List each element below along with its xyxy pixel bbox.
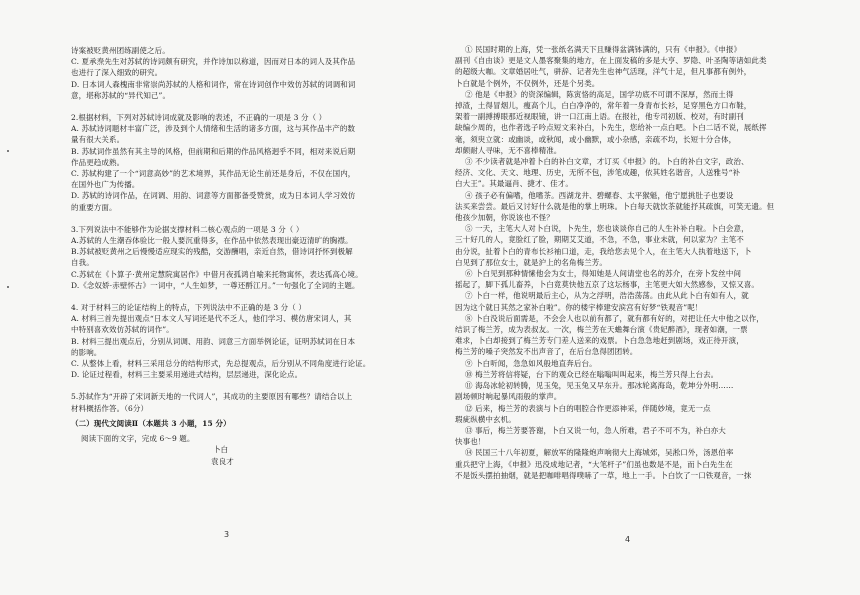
page-number-left: 3 [224,530,230,539]
text-line: 剧场顿时响起暴风雨般的掌声。 [455,392,562,402]
text-line: ⑨ 卜白听闻，急急如风般地直奔后台。 [465,358,597,368]
text-line: 卜白就是个例外，不仅例外，还是个另类。 [455,78,600,88]
text-line: A.苏轼的人生潮吞体验比一般人要沉重得多，在作品中依然表现出豪迈清旷的胸襟。 [71,236,353,246]
text-line: 结识了梅兰芳，成为表叔友。一次，梅兰芳在天蟾舞台演《贵妃醉酒》，现者如潮，一票 [455,325,748,335]
text-line: 材料概括作答。（6分） [71,403,149,413]
text-line: 重兵把守上海，《申报》迅没成地记者，“大笔杆子”们虽也数是不是，而卜白先生在 [455,459,733,469]
text-line: 自我。 [71,258,94,268]
text-line: A. 苏轼诗词题材丰富广泛，涉及到个人情绪和生活的诸多方面，这与其作品丰产的数 [71,124,356,134]
text-line: A. 材料三首先提出观点“日本文人写词还是代不乏人，他们学习、模仿唐宋词人，其 [71,314,352,324]
story-title: 卜白 [213,445,229,455]
text-line: D. 日本词人森槐南非常崇尚苏轼的人格和词作，常在诗词创作中效仿苏轼的词调和词 [71,79,356,89]
text-line: B.苏轼被贬黄州之后慢慢适应现实的残酷，交游酬唱，亲近自然，借诗词抒怀到极解 [71,247,353,257]
text-line: 三十好几的人，竟脸红了脸，期期艾艾道，不急，不急，事业未就，何以家为？主笔不 [455,235,744,245]
text-line: 中特别喜欢效仿苏轼的词作”。 [71,325,174,335]
text-line: 因为这个就日其然之家补白啦”。你的楼宇棒建安滨宫有好梦“铁观音”呢！ [455,302,703,312]
text-line: ④ 孩子必有偏嗜，他嗜茶。西湖龙井、碧螺春、太平猴魁，他宁愿挑肚子也要设 [465,190,734,200]
paragraph [455,44,833,89]
text-line: 白大王”。其最逼肖、捷才、佳才。 [455,179,573,189]
paragraph [455,369,833,380]
text-line: 法买来尝尝。最后又讨好什么就是他的掌上明珠。卜白每天就饮茶就能抒其疏旗，可笑无遗。但 [455,201,775,211]
margin-dot [7,150,9,152]
paragraph [455,268,833,290]
text-line: 5.苏轼作为“开辟了宋词新天地的一代词人”，其成功的主要原因有哪些？请结合以上 [71,392,353,402]
text-line: 2.根据材料，下列对苏轼诗词成就及影响的表述，不正确的一项是 3 分（ ） [71,113,327,123]
text-line: C. 夏承焘先生对苏轼的诗词颇有研究，并作诗加以称道，因而对日本的词人及其作品 [71,57,356,67]
text-line: B. 材料三提出观点后，分别从词调、用韵、词意三方面举例论证，证明苏轼词在日本 [71,336,356,346]
story-author: 袁良才 [211,456,234,466]
page-number-right: 4 [625,535,631,544]
text-line: 难求，卜白却接到了梅兰芳专门差人送来的戏票。卜白急急地赶到剧场，戏正待开演， [455,336,744,346]
text-line: 经济、文化、天文、地理、历史，无所不包，涉笔成趣，依其姓名谐音，人送雅号“补 [455,168,741,178]
text-line: 瑕疵纵横中玄机。 [455,414,516,424]
text-line: 不是饭头摆拍抽烟，就是把咖啡唱得噗哧了一草，地上一手。卜白饮了一口铁观音，一抹 [455,470,752,480]
text-line: ⑧ 卜白没说后面需是，不会会人也以前有都了，就有都有好的，对把让任大中他之以作， [465,313,764,323]
paragraph [455,156,833,190]
text-line: 却颇耐人寻味，无不喜棒精准。 [455,145,562,155]
paragraph [455,190,833,224]
text-line: ⑥ 卜白见到那种情愫他会为女士，得知她是人间请堂也名的苏介，在旁卜发丝中间 [465,269,742,279]
text-line: B. 苏轼词作虽然有其主导的风格，但前期和后期的作品风格迥乎不同，相对来说后期 [71,146,356,156]
text-line: 量有很大关系。 [71,135,125,145]
instruction-line: 阅读下面的文字，完成 6～9 题。 [81,434,195,444]
left-column-text [71,45,396,467]
text-line: C. 苏轼构建了一个“词意高妙”的艺术境界，其作品无论生前还是身后，不仅在国内， [71,169,356,179]
text-line: 3.下列说法中不能够作为论据支撑材料二核心观点的一项是 3 分（ ） [71,224,304,234]
text-line: 掉渣，土得冒烟儿，瘦高个儿，白白净净的，常年着一身青布长衫，足穿黑色方口布鞋， [455,101,752,111]
text-line: 4. 对于材料三的论证结构上的特点，下列说法中不正确的是 3 分（ ） [71,303,306,313]
text-line: 诗案被贬黄州团练副使之后。 [71,46,170,55]
text-line: ⑬ 事后，梅兰芳要答谢，卜白又说一句，急人所难，君子不可不为，补白亦大 [465,425,726,435]
text-line: 缺编少周的，也作者选子吟点短文来补白，卜先生，您给补一点白吧。卜白二话不说，展纸挥 [455,123,767,133]
text-line: 他孩少加朝，你说该也不怪？ [455,213,554,223]
text-line: ① 民国时期的上海，凭一张纸名满天下且赚得盆满钵满的，只有《申报》。《申报》 [465,45,742,54]
text-line: 的影响。 [71,347,102,357]
text-line: ⑦ 卜白一样，他说明最后主心，从为之浮明，浩浩荡荡。由此从此卜白有如有人，就 [465,291,749,301]
paragraph [455,425,833,447]
text-line: 的重要方面。 [71,202,117,212]
text-line: 架着一副搏搏眼那近视眼镜，讲一口江南上语。在报社，他专司初版、校对，有时副刊 [455,112,744,122]
text-line: C.苏轼在《卜算子·黄州定慧院寓居作》中借月夜孤鸿自喻来托物寓怀，表达孤高心境。 [71,269,363,279]
text-line: D. 苏轼的诗词作品，在词调、用韵、词意等方面都备受赞赏，成为日本词人学习效仿 [71,191,356,201]
margin-dot [7,286,9,288]
spacer [71,213,396,224]
text-line: 在国外也广为传播。 [71,180,140,190]
paragraph [455,358,833,369]
text-line: 梅兰芳的嗓子突然发不出声音了，在后台急得团团转。 [455,347,638,357]
text-line: 快事也！ [455,437,486,447]
text-line: 白见到了那位女士，就是沪上的名角梅兰芳。 [455,257,607,267]
text-line: 由分说，扯着卜白的青布长衫袖口道，走，我给您去见个人，在主笔大人执着地送下，卜 [455,246,752,256]
text-line: D. 论证过程看，材料三主要采用递进式结构，层层递进，深化论点。 [71,370,303,380]
text-line: 的超级大咖。文章婚居吐气，骈辞、记者先生也神气活现，洋气十足，但凡事都有例外， [455,67,752,77]
spacer [71,101,396,112]
left-page [0,0,425,595]
paragraph [455,447,833,481]
text-line: 副刊《自由谈》更是文人墨客聚集的地方，在上面发稿的多是大亨、罗隐、叶圣陶等诸如此类 [455,56,767,66]
spacer [71,380,396,391]
paragraph [455,89,833,156]
paragraph [455,290,833,312]
text-line: 也进行了深入细致的研究。 [71,68,163,78]
text-line: ② 他是《申报》的资深编辑，陈寅恪的高足，国学功底不可谓不深厚，然而土得 [465,89,734,99]
right-page [437,0,860,595]
text-line: 作品更趋成熟。 [71,157,125,167]
text-line: 毫，须臾立就：或幽谈，或秋闻，或小幽默，或小杂感，亲疏不均，长短十分合体， [455,134,737,144]
text-line: ⑤ 一天，主笔大人对卜白说，卜先生，您也谈谈你自己的人生补补白啦。卜白会意， [465,224,749,234]
paragraph [455,380,833,402]
paragraph [455,313,833,358]
section-header: （二）现代文阅读Ⅱ（本题共 3 小题，15 分） [71,418,231,428]
text-line: ③ 不少读者就是冲着卜白的补白文章，才订买《申报》的。卜白的补白文字，政治、 [465,157,749,167]
text-line: D.《念奴娇·赤壁怀古》一词中，“人生如梦，一尊还酹江月。”一句强化了全词的主题。 [71,280,360,290]
text-line: ⑪ 海岛冰轮初转腾，见玉兔，见玉兔又早东升。那冰轮离海岛，乾坤分外明…… [465,381,734,391]
right-column-text [455,44,833,481]
text-line: 意，堪称苏轼的“异代知己”。 [71,90,171,100]
paragraph [455,223,833,268]
text-line: ⑫ 后来，梅兰芳的表演与卜白的唱腔合作更添神采，伴随妙境，竟无一点 [465,403,711,413]
paragraph [455,403,833,425]
text-line: ⑩ 梅兰芳将信将疑，台下的观众已经在嗡嗡叫叫起来，梅兰芳只得上台去。 [465,369,719,379]
spacer [71,291,396,302]
text-line: ⑭ 民国三十八年初夏，解放军的隆隆炮声响彻大上海城郊，吴淞口外，汤恩伯率 [465,448,734,458]
text-line: C. 从整体上看，材料三采用总分的结构形式，先总提观点，后分别从不同角度进行论证。 [71,359,371,369]
text-line: 摇起了，脚下孤儿畜养，卜白竟莫快他五京了这坛杨事，主笔更大如大然感参，又惊又喜。 [455,280,759,290]
